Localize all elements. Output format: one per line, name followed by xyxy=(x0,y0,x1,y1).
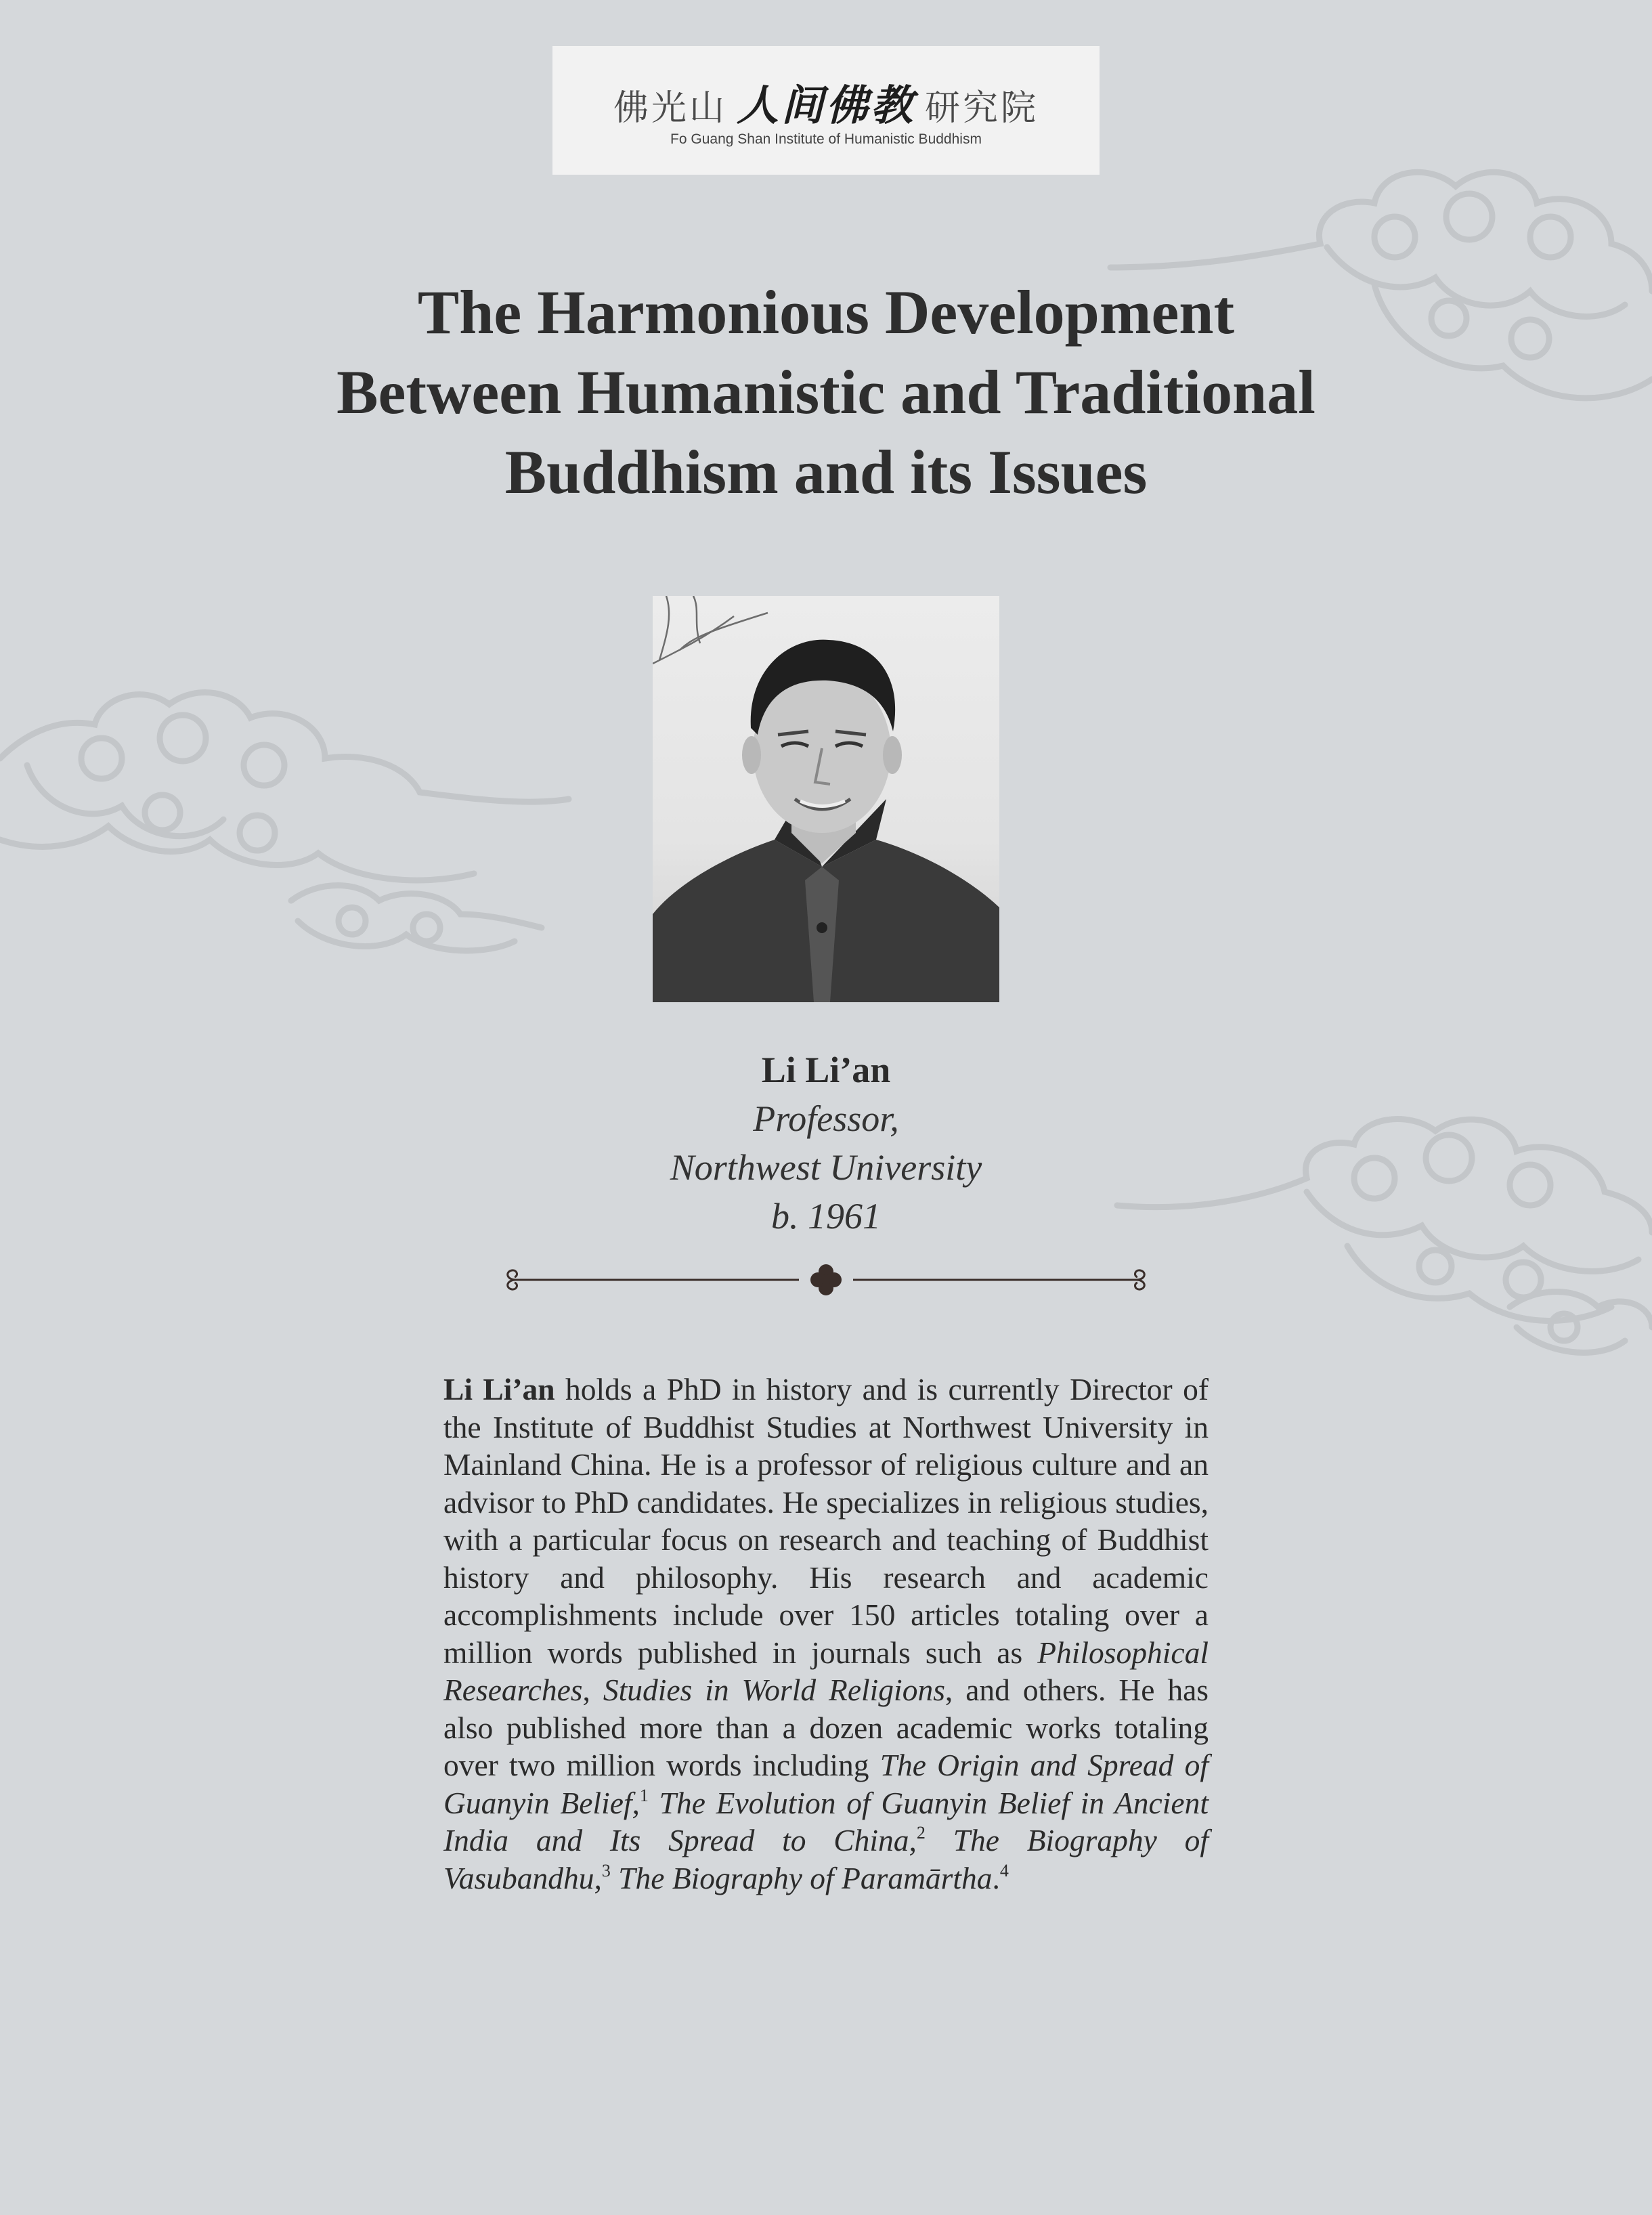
institute-logo xyxy=(552,46,1100,175)
logo-chinese-right: 研究院 xyxy=(925,88,1039,129)
logo-chinese-calligraphy: 人间佛教 xyxy=(736,81,915,130)
author-position: Professor, xyxy=(753,1098,899,1139)
bio-text-3: , and others. He has also published more than a dozen academic works totaling over two million words including xyxy=(443,1673,1209,1782)
title-line-1: The Harmonious Development xyxy=(417,278,1235,347)
footnote-3: 3 xyxy=(601,1860,611,1880)
bio-book-2: The Evolution of Guanyin Belief in Ancient India and Its Spread to China, xyxy=(443,1785,1209,1857)
footnote-1: 1 xyxy=(639,1785,649,1805)
author-affiliation: Northwest University xyxy=(670,1147,982,1188)
bio-journal-1: Philosophical Researches xyxy=(443,1635,1209,1707)
divider-right-curl-icon xyxy=(1135,1270,1145,1280)
author-portrait-photo xyxy=(653,596,999,1002)
bio-text-1: holds a PhD in history and is currently Director of the Institute of Buddhist Studies at Northwest University in Mainland China. He is a professor of religious culture and an advisor to PhD candidates. He specializes in religious studies, with a particular focus on research and teaching of Buddhist history and philosophy. His research and academic accomplishments include over 150 articles totaling over a million words published in journals such as xyxy=(443,1372,1209,1670)
author-biography xyxy=(443,1371,1209,1897)
logo-chinese-text xyxy=(552,72,1100,132)
paper-title xyxy=(149,272,1503,512)
footnote-2: 2 xyxy=(916,1823,926,1843)
title-line-2: Between Humanistic and Traditional xyxy=(336,358,1316,427)
bio-text-4: . xyxy=(992,1860,1000,1895)
bio-text-2: , xyxy=(582,1673,603,1707)
author-block xyxy=(420,1046,1232,1241)
footnote-4: 4 xyxy=(999,1860,1009,1880)
bio-book-4: The Biography of Paramārtha xyxy=(610,1860,993,1895)
author-name: Li Li’an xyxy=(761,1050,891,1090)
divider-left-curl-icon xyxy=(508,1270,517,1280)
cloud-left-icon xyxy=(0,693,569,951)
author-birth-year: b. 1961 xyxy=(771,1196,881,1236)
title-line-3: Buddhism and its Issues xyxy=(504,437,1148,507)
clover-ornament-icon xyxy=(810,1264,842,1295)
ornamental-divider xyxy=(501,1260,1151,1300)
logo-chinese-left: 佛光山 xyxy=(613,88,727,129)
bio-book-1: The Origin and Spread of Guanyin Belief, xyxy=(443,1748,1209,1820)
bio-book-3: The Biography of Vasubandhu, xyxy=(443,1823,1209,1895)
bio-journal-2: Studies in World Religions xyxy=(603,1673,945,1707)
logo-english-text: Fo Guang Shan Institute of Humanistic Buddhism xyxy=(670,131,982,147)
bio-author-name: Li Li’an xyxy=(443,1372,555,1406)
